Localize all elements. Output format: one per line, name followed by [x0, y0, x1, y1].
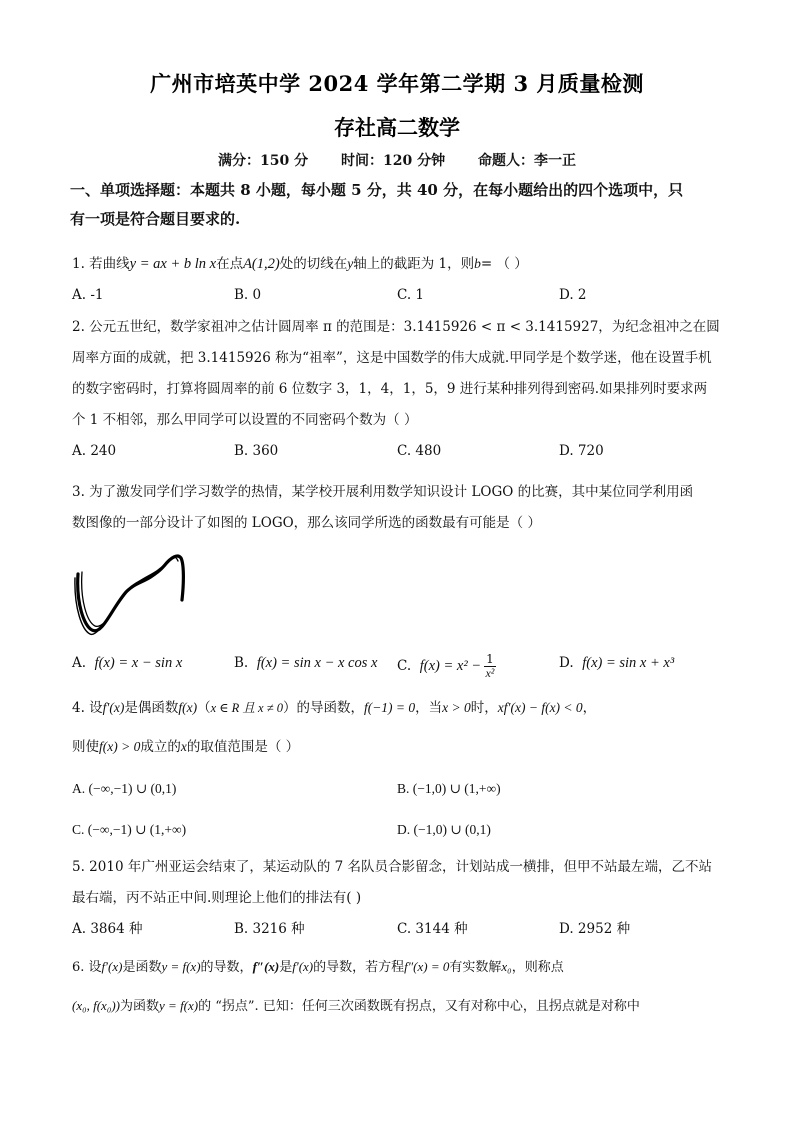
q1-variable: b: [474, 256, 481, 271]
q3-option-b[interactable]: B. f(x) = sin x − x cos x: [234, 655, 378, 671]
exam-title: 广州市培英中学 2024 学年第二学期 3 月质量检测: [150, 71, 644, 96]
q4-option-c[interactable]: C. (−∞,−1) ∪ (1,+∞): [72, 822, 187, 837]
q2-option-a[interactable]: A. 240: [72, 443, 117, 459]
q4-option-a[interactable]: A. (−∞,−1) ∪ (0,1): [72, 781, 177, 796]
question-1: [72, 254, 528, 274]
q1-option-a[interactable]: A. -1: [72, 287, 104, 303]
q1-point: A(1,2): [243, 256, 280, 272]
q5-option-d[interactable]: D. 2952 种: [559, 921, 631, 937]
q5-option-b[interactable]: B. 3216 种: [234, 921, 305, 937]
q2-option-d[interactable]: D. 720: [559, 443, 604, 459]
question-3-line1: 3. 为了激发同学们学习数学的热情，某学校开展利用数学知识设计 LOGO 的比赛，其中某位同学利用函: [72, 484, 694, 500]
q1-axis: y: [347, 256, 354, 271]
q1-text: 在点: [216, 256, 244, 272]
question-6-line1: 6. 设f′(x)是函数y = f(x)的导数，f″(x)是f′(x)的导数，若方程f″(x) = 0有实数解x₀，则称点: [72, 959, 564, 975]
q2-option-b[interactable]: B. 360: [234, 443, 279, 459]
q4-option-b[interactable]: B. (−1,0) ∪ (1,+∞): [397, 781, 501, 796]
q3-option-a[interactable]: A. f(x) = x − sin x: [72, 655, 183, 671]
question-5-line1: 5. 2010 年广州亚运会结束了，某运动队的 7 名队员合影留念，计划站成一横排，但甲不站最左端，乙不站: [72, 859, 712, 875]
author-info: 命题人：李一正: [477, 153, 576, 169]
q1-text: = （ ）: [480, 256, 528, 272]
q1-curve-equation: y = ax + b ln x: [129, 256, 217, 272]
q5-option-c[interactable]: C. 3144 种: [397, 921, 468, 937]
q1-text: 轴上的截距为 1，则: [353, 256, 475, 272]
section-heading: [70, 176, 730, 234]
logo-curve: [75, 556, 183, 634]
q5-option-a[interactable]: A. 3864 种: [72, 921, 143, 937]
q3-option-d[interactable]: D. f(x) = sin x + x³: [559, 655, 675, 671]
q1-option-d[interactable]: D. 2: [559, 287, 587, 303]
question-3-line2: 数图像的一部分设计了如图的 LOGO，那么该同学所选的函数最有可能是（ ）: [72, 515, 541, 531]
question-2-line3: 的数字密码时，打算将圆周率的前 6 位数字 3，1，4，1，5，9 进行某种排列得到密码.如果排列时要求两: [72, 381, 708, 397]
q4-option-d[interactable]: D. (−1,0) ∪ (0,1): [397, 822, 491, 837]
question-4-line1: 4. 设f′(x)是偶函数f(x)（x ∈ R 且 x ≠ 0）的导函数，f(−1) = 0，当x > 0时，xf′(x) − f(x) < 0，: [72, 700, 597, 716]
question-2-line4: 个 1 不相邻，那么甲同学可以设置的不同密码个数为（ ）: [72, 412, 418, 428]
q2-option-c[interactable]: C. 480: [397, 443, 442, 459]
q1-text: 1. 若曲线: [72, 256, 130, 272]
question-2-line1: 2. 公元五世纪，数学家祖冲之估计圆周率 π 的范围是：3.1415926 < π < 3.1415927，为纪念祖冲之在圆: [72, 319, 720, 335]
exam-meta: [0, 150, 794, 170]
q1-option-c[interactable]: C. 1: [397, 287, 425, 303]
q3-option-c-fraction: $\frac{1}{\text{x²}}$: [485, 652, 495, 680]
q1-option-b[interactable]: B. 0: [234, 287, 262, 303]
question-5-line2: 最右端，丙不站正中间.则理论上他们的排法有( ): [72, 890, 362, 906]
score-info: 满分：150 分: [218, 153, 309, 169]
logo-figure: [72, 548, 188, 640]
q1-text: 处的切线在: [279, 256, 348, 272]
q3-option-c[interactable]: C. f(x) = x² − $\frac{1}{\text{x²}}$: [397, 652, 495, 680]
time-info: 时间：120 分钟: [341, 153, 446, 169]
section-heading-line2: 有一项是符合题目要求的.: [70, 210, 241, 228]
question-6-line2: (x₀, f(x₀))为函数y = f(x)的 “拐点”. 已知：任何三次函数既有拐点，又有对称中心，且拐点就是对称中: [72, 998, 640, 1014]
exam-subtitle: 存社高二数学: [334, 115, 460, 140]
question-2-line2: 周率方面的成就，把 3.1415926 称为“祖率”，这是中国数学的伟大成就.甲同学是个数学迷，他在设置手机: [72, 350, 712, 366]
question-4-line2: 则使f(x) > 0成立的x的取值范围是（ ）: [72, 739, 300, 755]
section-heading-line1: 一、单项选择题：本题共 8 小题，每小题 5 分，共 40 分，在每小题给出的四个选项中，只: [70, 181, 684, 199]
